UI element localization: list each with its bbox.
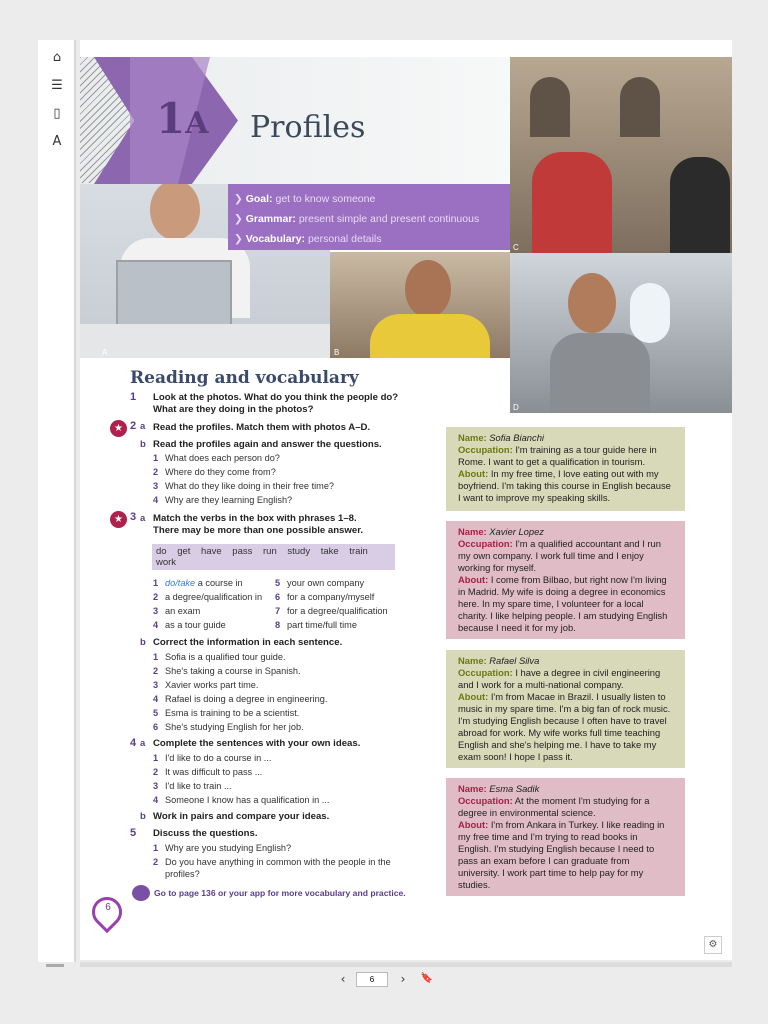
woman-face	[405, 260, 451, 318]
exercise-4a-instruction: Complete the sentences with your own ideas.	[153, 738, 361, 749]
exercise-2b-letter: b	[140, 439, 146, 450]
scrollbar-thumb[interactable]	[46, 964, 64, 967]
profile-card: Name: Esma Sadik Occupation: At the moment I'm studying for a degree in environmental science. About: I'm from Ankara in Turkey. I like reading in my free time and I'm trying to read books in English. I'm studying English because I need to pass an exam before I can graduate from university. I work part time to help pay for my studies.	[446, 778, 685, 896]
app-link-icon[interactable]	[132, 885, 150, 901]
book-page: 1A Profiles A ❯ Goal: get to know someone ❯ Grammar: present simple and present continuous ❯ Vocabulary: personal details B C D Reading and vocabulary 1 Look at the photos. What do you think the people do? What are they doing in the photos? ★ 2 a Read the profiles. Match them with photos A–D. b Read the profiles again and answer the questions. 1 What does each person do? 2 Where do they come from? 3 What do they like doing in their free time? 4 Why are they learning English? ★ 3 a Match the verbs in the box with phrases 1–8. There may be more than one possible answer. do get have pass run study take train work 1 do/take a course in 2 a degree/qualification in 3 an exam 4 as a tour guide 5 your own company 6 for a company/myself 7 for a degree/qualification 8 part time/full time b Correct the information in each sentence. 1 Sofia is a qualified tour guide. 2 She's taking a course in Spanish. 3 Xavier works part time. 4 Rafael is doing a degree in engineering. 5 Esma is training to be a scientist. 6 She's studying English for her job. 4 a Complete the sentences with your own ideas. 1 I'd like to do a course in ... 2 It was difficult to pass ... 3 I'd like to train ... 4 Someone I know has a qualification in ... b Work in pairs and compare your ideas. 5 Discuss the questions. 1 Why are you studying English? 2 Do you have anything in common with the people in the profiles? Go to page 136 or your app for more vocabulary and practice. 6 Name: Sofia Bianchi Occupation: I'm training as a tour guide here in Rome. I want to get a qualification in tourism. About: In my free time, I love eating out with my boyfriend. I'm taking this course in English because I want to improve my speaking skills. Name: Xavier Lopez Occupation: I'm a qualified accountant and I run my own company. I work full time and I enjoy working for myself. About: I come from Bilbao, but right now I'm living in Madrid. My wife is doing a degree in economics here. In my spare time, I volunteer for a local charity. I like helping people. I am studying English because I need it for my job. Name: Rafael Silva Occupation: I have a degree in civil engineering and I work for a multi-national company. About: I'm from Macae in Brazil. I usually listen to music in my spare time. I'm a big fan of rock music. I'm studying English because I often have to travel abroad for work. My wife works full time teaching English and she's helping me. I have to take my exam soon! I hope I pass it. Name: Esma Sadik Occupation: At the moment I'm studying for a degree in environmental science. About: I'm from Ankara in Turkey. I like reading in my free time and I'm trying to read books in English. I'm studying English because I need to pass an exam before I can graduate from university. I work part time to help pay for my studies.	[80, 40, 732, 960]
plane-window	[630, 283, 670, 343]
text-size-icon[interactable]: A	[52, 134, 62, 149]
photo-label-a: A	[102, 348, 108, 357]
exercise-1-number: 1	[130, 391, 137, 403]
exercise-2a-instruction: Read the profiles. Match them with photos A–D.	[153, 422, 371, 433]
photo-label-c: C	[513, 243, 519, 252]
man-face	[150, 184, 200, 240]
exercise-4a-letter: a	[140, 738, 146, 749]
exercise-1-instruction: Look at the photos. What do you think the people do? What are they doing in the photos?	[153, 392, 399, 415]
exercise-5-instruction: Discuss the questions.	[153, 828, 258, 839]
exercise-3a-instruction: Match the verbs in the box with phrases 1–8. There may be more than one possible answer.	[153, 513, 364, 536]
home-icon[interactable]: ⌂	[52, 50, 62, 65]
profile-card: Name: Xavier Lopez Occupation: I'm a qualified accountant and I run my own company. I work full time and I enjoy working for myself. About: I come from Bilbao, but right now I'm living in Madrid. My wife is doing a degree in economics here. In my spare time, I volunteer for a local charity. I like helping people. I am studying English because I need it for my job.	[446, 521, 685, 639]
star-icon: ★	[110, 511, 127, 528]
exercise-2-number: 2	[130, 420, 137, 432]
man-shirt	[550, 333, 650, 413]
exercise-4-number: 4	[130, 737, 137, 749]
exercise-4b-instruction: Work in pairs and compare your ideas.	[153, 811, 330, 822]
red-jacket	[532, 152, 612, 253]
unit-number: 1A	[156, 94, 209, 143]
section-heading: Reading and vocabulary	[130, 368, 359, 388]
page-number-input[interactable]	[356, 972, 388, 987]
contents-list-icon[interactable]: ☰	[51, 78, 63, 93]
exercise-4b-letter: b	[140, 811, 146, 822]
photo-b	[330, 252, 510, 358]
page-number: 6	[105, 902, 111, 913]
next-page-button[interactable]: ›	[400, 972, 406, 986]
profile-card: Name: Rafael Silva Occupation: I have a degree in civil engineering and I work for a multi-national company. About: I'm from Macae in Brazil. I usually listen to music in my spare time. I'm a big fan of rock music. I'm studying English because I often have to travel abroad for work. My wife works full time teaching English and she's helping me. I have to take my exam soon! I hope I pass it.	[446, 650, 685, 768]
photo-d	[510, 253, 732, 413]
exercise-2a-letter: a	[140, 421, 146, 432]
photo-c	[510, 57, 732, 253]
star-icon: ★	[110, 420, 127, 437]
woman-top	[670, 157, 730, 253]
exercise-3b-letter: b	[140, 637, 146, 648]
yellow-top	[370, 314, 490, 358]
word-box: do get have pass run study take train work	[152, 544, 395, 570]
goal-line: ❯ Goal: get to know someone	[234, 193, 376, 205]
horizontal-scrollbar[interactable]	[80, 962, 732, 967]
photo-label-d: D	[513, 403, 519, 412]
exercise-2b-instruction: Read the profiles again and answer the questions.	[153, 439, 382, 450]
exercise-3a-letter: a	[140, 513, 146, 524]
arch	[530, 77, 570, 137]
photo-label-b: B	[334, 348, 340, 357]
profile-card: Name: Sofia Bianchi Occupation: I'm training as a tour guide here in Rome. I want to get a qualification in tourism. About: In my free time, I love eating out with my boyfriend. I'm taking this course in English because I want to improve my speaking skills.	[446, 427, 685, 511]
reader-sidebar	[38, 40, 76, 962]
laptop	[116, 260, 232, 328]
exercise-5-number: 5	[130, 827, 137, 839]
bookmark-icon[interactable]: 🔖	[420, 973, 434, 984]
page-title: Profiles	[250, 110, 366, 145]
grammar-line: ❯ Grammar: present simple and present continuous	[234, 213, 480, 225]
settings-icon[interactable]: ⚙	[704, 936, 722, 954]
previous-page-button[interactable]: ‹	[340, 972, 346, 986]
exercise-3-number: 3	[130, 511, 137, 523]
arch	[620, 77, 660, 137]
vocabulary-line: ❯ Vocabulary: personal details	[234, 233, 382, 245]
man-face	[568, 273, 616, 333]
goals-box	[228, 184, 510, 250]
desk	[80, 324, 330, 358]
page-navigator	[332, 970, 438, 990]
page-icon[interactable]: ▯	[53, 106, 61, 121]
exercise-3b-instruction: Correct the information in each sentence.	[153, 637, 343, 648]
practice-link[interactable]: Go to page 136 or your app for more vocabulary and practice.	[154, 888, 406, 898]
